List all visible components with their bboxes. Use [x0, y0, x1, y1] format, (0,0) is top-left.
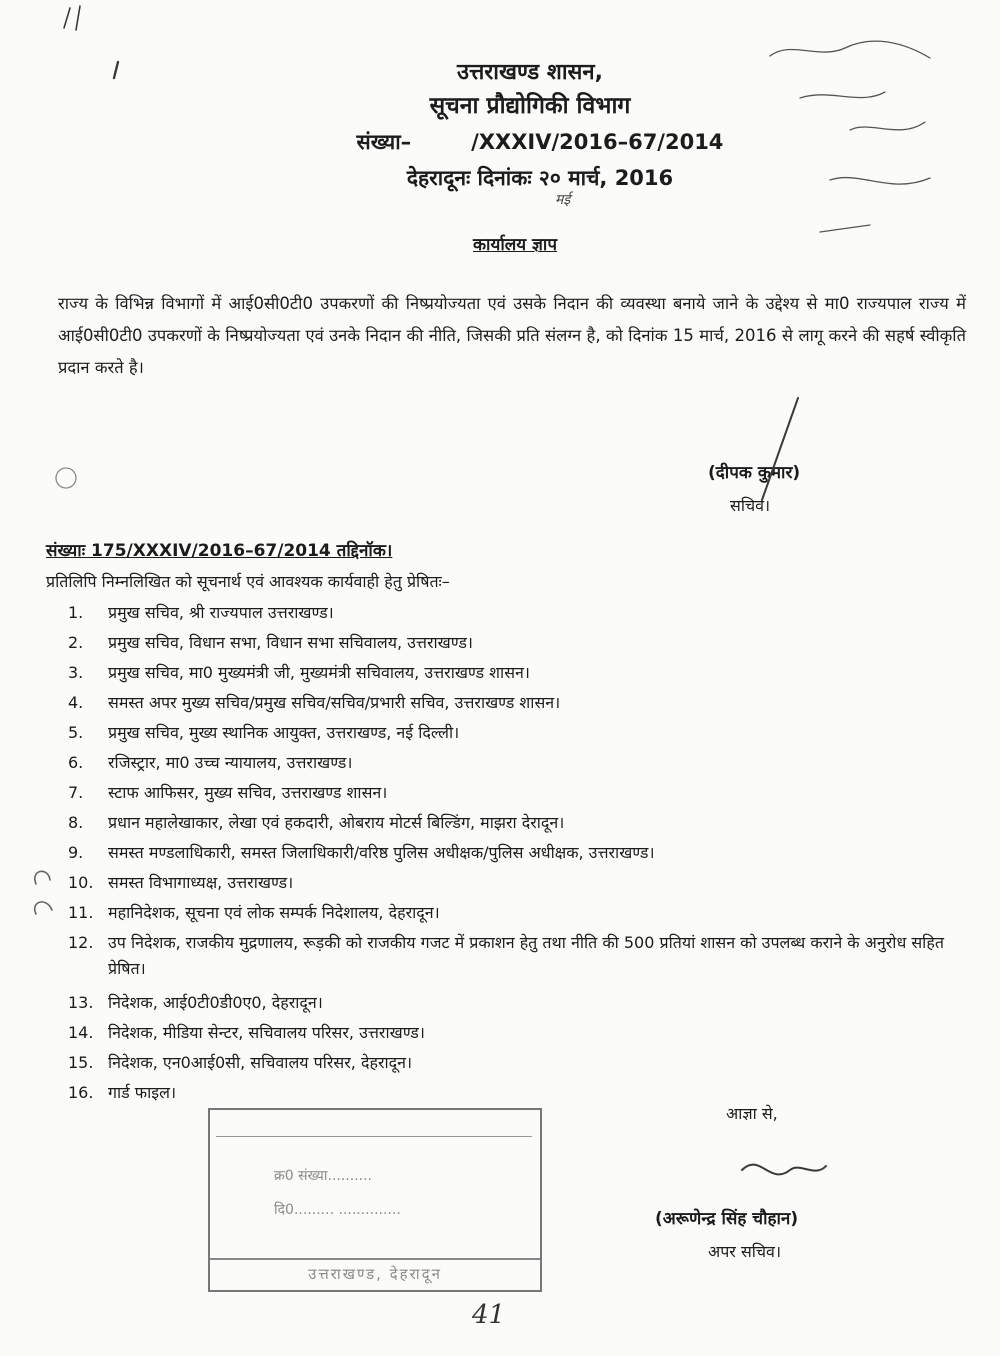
- list-item-number: 9.: [68, 843, 84, 862]
- signatory2-designation: अपर सचिव।: [708, 1242, 782, 1261]
- list-item: [40, 750, 960, 780]
- list-item: [40, 1020, 960, 1050]
- list-item-text: महानिदेशक, सूचना एवं लोक सम्पर्क निदेशालय, देहरादून।: [108, 903, 440, 922]
- list-item-text: प्रमुख सचिव, मुख्य स्थानिक आयुक्त, उत्तराखण्ड, नई दिल्ली।: [108, 723, 460, 742]
- stamp-line-date: दि0......... ..............: [274, 1202, 401, 1218]
- page-number: 41: [472, 1300, 506, 1330]
- receipt-stamp: [208, 1108, 542, 1292]
- list-item-number: 5.: [68, 723, 84, 742]
- list-item-number: 16.: [68, 1083, 94, 1102]
- signatory1-designation: सचिव।: [730, 496, 771, 515]
- list-item-text: प्रधान महालेखाकार, लेखा एवं हकदारी, ओबराय मोटर्स बिल्डिंग, माझरा देरादून।: [108, 813, 565, 832]
- list-item-text: स्टाफ आफिसर, मुख्य सचिव, उत्तराखण्ड शासन।: [108, 783, 388, 802]
- list-item-number: 11.: [68, 903, 94, 922]
- date-correction: मई: [555, 192, 571, 208]
- list-item-text: प्रमुख सचिव, विधान सभा, विधान सभा सचिवालय, उत्तराखण्ड।: [108, 633, 473, 652]
- list-item-number: 13.: [68, 993, 94, 1012]
- list-item: [40, 600, 960, 630]
- list-item-number: 7.: [68, 783, 84, 802]
- list-item-text: उप निदेशक, राजकीय मुद्रणालय, रूड़की को राजकीय गजट में प्रकाशन हेतु तथा नीति की 500 प्रतियां शासन को उपलब्ध कराने के अनुरोध सहित प्रेषित।: [108, 933, 944, 978]
- list-item-text: समस्त विभागाध्यक्ष, उत्तराखण्ड।: [108, 873, 294, 892]
- list-item: [40, 660, 960, 690]
- memo-title-wrap: [0, 232, 1000, 255]
- header-number: [40, 128, 1000, 156]
- list-item: [40, 630, 960, 660]
- header-department: सूचना प्रौद्योगिकी विभाग: [429, 93, 631, 119]
- memo-title: कार्यालय ज्ञाप: [473, 235, 557, 255]
- signatory2-name: (अरूणेन्द्र सिंह चौहान): [655, 1209, 799, 1229]
- signature-stroke-1: [762, 398, 798, 500]
- list-item: [40, 690, 960, 720]
- list-item-number: 2.: [68, 633, 84, 652]
- list-item-text: प्रमुख सचिव, श्री राज्यपाल उत्तराखण्ड।: [108, 603, 334, 622]
- list-item: [40, 780, 960, 810]
- signatory1-name: (दीपक कुमार): [708, 463, 801, 483]
- list-item-text: प्रमुख सचिव, मा0 मुख्यमंत्री जी, मुख्यमंत्री सचिवालय, उत्तराखण्ड शासन।: [108, 663, 530, 682]
- reference-number: संख्याः 175/XXXIV/2016–67/2014 तद्दिनॉक।: [46, 541, 393, 561]
- list-item-text: रजिस्ट्रार, मा0 उच्च न्यायालय, उत्तराखण्ड।: [108, 753, 353, 772]
- header-number-value: /XXXIV/2016–67/2014: [471, 130, 724, 154]
- recipient-list: [40, 600, 960, 1110]
- list-item: [40, 810, 960, 840]
- header-date-label: देहरादूनः दिनांकः: [406, 166, 532, 190]
- header-number-label: संख्या–: [356, 130, 412, 154]
- list-item-number: 1.: [68, 603, 84, 622]
- list-item-number: 15.: [68, 1053, 94, 1072]
- list-item: [40, 870, 960, 900]
- list-item-text: गार्ड फाइल।: [108, 1083, 177, 1102]
- memo-body: राज्य के विभिन्न विभागों में आई0सी0टी0 उपकरणों की निष्प्रयोज्यता एवं उसके निदान की व्यवस्था बनाये जाने के उद्देश्य से मा0 राज्यपाल राज्य में आई0सी0टी0 उपकरणों के निष्प्रयोज्यता एवं उनके निदान की नीति, जिसकी प्रति संलग्न है, को दिनांक 15 मार्च, 2016 से लागू करने की सहर्ष स्वीकृति प्रदान करते है।: [58, 294, 966, 377]
- list-item-text: निदेशक, एन0आई0सी, सचिवालय परिसर, देहरादून।: [108, 1053, 413, 1072]
- list-item-text: समस्त अपर मुख्य सचिव/प्रमुख सचिव/सचिव/प्रभारी सचिव, उत्तराखण्ड शासन।: [108, 693, 561, 712]
- list-item-text: निदेशक, मीडिया सेन्टर, सचिवालय परिसर, उत्तराखण्ड।: [108, 1023, 425, 1042]
- pen-mark-top-left: [64, 6, 80, 30]
- list-item: [40, 1050, 960, 1080]
- list-item-number: 12.: [68, 933, 94, 952]
- margin-circle-1: [56, 468, 76, 488]
- list-item-number: 4.: [68, 693, 84, 712]
- header-government: उत्तराखण्ड शासन,: [457, 60, 603, 85]
- list-item: [40, 840, 960, 870]
- stamp-line-number: क्र0 संख्या..........: [274, 1168, 373, 1184]
- list-item-number: 14.: [68, 1023, 94, 1042]
- list-item-number: 8.: [68, 813, 84, 832]
- orders-line: आज्ञा से,: [726, 1104, 778, 1123]
- stamp-header-faded: [216, 1116, 532, 1137]
- list-item: [40, 1080, 960, 1110]
- copy-intro: प्रतिलिपि निम्नलिखित को सूचनार्थ एवं आवश्यक कार्यवाही हेतु प्रेषितः–: [46, 572, 450, 591]
- header-date-value: २० मार्च, 2016: [538, 166, 674, 190]
- signature-stroke-2: [742, 1165, 826, 1175]
- list-item-text: निदेशक, आई0टी0डी0ए0, देहरादून।: [108, 993, 323, 1012]
- list-item: [40, 930, 960, 990]
- stamp-footer: उत्तराखण्ड, देहरादून: [210, 1258, 540, 1284]
- list-item: [40, 720, 960, 750]
- list-item-text: समस्त मण्डलाधिकारी, समस्त जिलाधिकारी/वरिष्ठ पुलिस अधीक्षक/पुलिस अधीक्षक, उत्तराखण्ड।: [108, 843, 655, 862]
- list-item: [40, 990, 960, 1020]
- list-item-number: 6.: [68, 753, 84, 772]
- header-date: [40, 164, 1000, 192]
- list-item-number: 10.: [68, 873, 94, 892]
- list-item: [40, 900, 960, 930]
- list-item-number: 3.: [68, 663, 84, 682]
